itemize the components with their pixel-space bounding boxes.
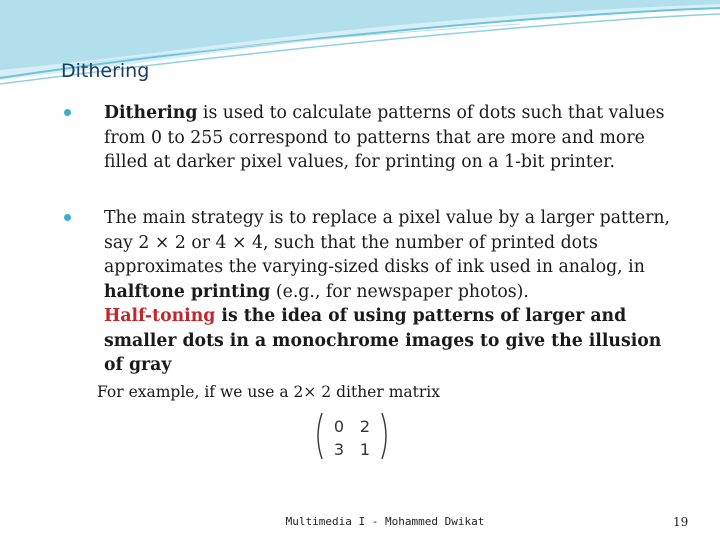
bullet-2-body-a: The main strategy is to replace a pixel value by a larger pattern, say 2 × 2 or 4 × 4, such that the number of printed dots approximates the varying-sized disks of ink used in analog, in: [104, 208, 671, 277]
footer-author: Multimedia I - Mohammed Dwikat: [285, 515, 485, 528]
dither-matrix: [312, 410, 392, 462]
bullet-2-text: [104, 206, 674, 378]
slide-title: Dithering: [61, 60, 150, 82]
bullet-2-bold-term: halftone printing: [104, 281, 271, 302]
bullet-2-body-b: (e.g., for newspaper photos).: [270, 281, 529, 302]
bullet-1-text: [104, 101, 674, 175]
matrix-cell-1-0: 3: [333, 440, 345, 459]
halftoning-definition: is the idea of using patterns of larger and smaller dots in a monochrome images to give the illusion of gray: [104, 306, 662, 375]
matrix-cell-0-0: 0: [333, 417, 345, 436]
bullet-1-lead: Dithering: [104, 103, 198, 123]
bullet-marker-2: [64, 214, 71, 221]
example-text: For example, if we use a 2× 2 dither matrix: [97, 383, 440, 401]
page-number: 19: [673, 515, 689, 529]
bullet-1-body: is used to calculate patterns of dots such that values from 0 to 255 correspond to patterns that are more and more filled at darker pixel values, for printing on a 1-bit printer.: [104, 103, 665, 172]
halftoning-term: Half-toning: [104, 306, 216, 326]
bullet-marker-1: [64, 109, 71, 116]
matrix-cell-1-1: 1: [359, 440, 371, 459]
matrix-cell-0-1: 2: [359, 417, 371, 436]
